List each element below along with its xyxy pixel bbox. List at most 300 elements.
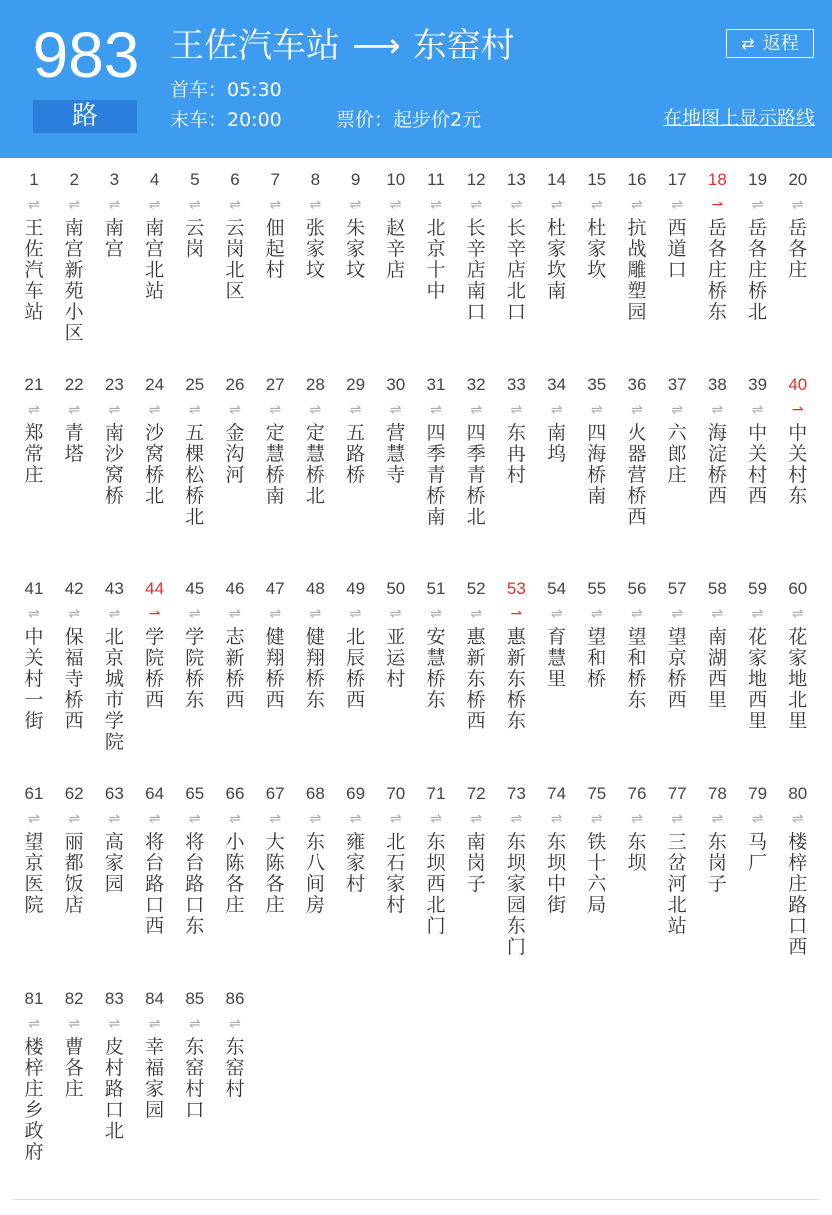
route-unit-label: 路 bbox=[33, 100, 137, 133]
station-item[interactable] bbox=[54, 577, 94, 732]
station-item[interactable] bbox=[14, 782, 54, 916]
bidirectional-arrow-icon: ⇌ bbox=[229, 1015, 241, 1032]
station-number: 24 bbox=[145, 374, 165, 394]
station-name: 长辛店南口 bbox=[466, 217, 486, 323]
station-name: 东坝中街 bbox=[547, 831, 567, 917]
bidirectional-arrow-icon: ⇌ bbox=[389, 401, 402, 418]
station-item[interactable] bbox=[778, 373, 818, 507]
station-number: 22 bbox=[64, 374, 84, 394]
bidirectional-arrow-icon: ⇌ bbox=[550, 811, 563, 828]
origin-station: 王佐汽车站 bbox=[170, 26, 340, 66]
station-number: 28 bbox=[305, 374, 325, 394]
station-number: 70 bbox=[386, 784, 406, 804]
station-name: 惠新东桥东 bbox=[506, 626, 526, 733]
station-item[interactable] bbox=[295, 168, 335, 281]
station-name: 学院桥西 bbox=[145, 626, 165, 712]
station-name: 四海桥南 bbox=[587, 421, 607, 507]
station-number: 12 bbox=[466, 170, 486, 189]
station-number: 36 bbox=[627, 374, 647, 394]
station-item[interactable] bbox=[175, 373, 215, 528]
station-number: 62 bbox=[64, 784, 84, 804]
station-number: 75 bbox=[587, 784, 607, 804]
bidirectional-arrow-icon: ⇌ bbox=[430, 197, 442, 213]
station-item[interactable] bbox=[416, 373, 456, 528]
bidirectional-arrow-icon: ⇌ bbox=[751, 401, 764, 418]
station-number: 23 bbox=[104, 374, 124, 394]
last-bus-time: 末车：20:00 bbox=[170, 109, 282, 131]
station-item[interactable] bbox=[94, 373, 134, 507]
station-number: 63 bbox=[104, 784, 124, 804]
bidirectional-arrow-icon: ⇌ bbox=[108, 1015, 121, 1032]
station-number: 29 bbox=[346, 374, 366, 394]
station-item[interactable] bbox=[537, 373, 577, 465]
bidirectional-arrow-icon: ⇌ bbox=[269, 401, 282, 418]
station-item[interactable] bbox=[456, 168, 496, 323]
station-name: 高家园 bbox=[104, 831, 124, 896]
station-number: 82 bbox=[64, 988, 84, 1008]
station-item[interactable] bbox=[14, 577, 54, 732]
one-way-arrow-icon: ⇀ bbox=[510, 606, 523, 623]
station-number: 16 bbox=[627, 170, 647, 189]
station-number: 64 bbox=[145, 784, 165, 804]
station-name: 南宫北站 bbox=[145, 217, 165, 302]
station-number: 27 bbox=[265, 374, 285, 394]
station-item[interactable] bbox=[14, 373, 54, 486]
bidirectional-arrow-icon: ⇌ bbox=[108, 811, 121, 828]
station-item[interactable] bbox=[617, 782, 657, 874]
station-number: 51 bbox=[426, 579, 446, 599]
bidirectional-arrow-icon: ⇌ bbox=[470, 401, 483, 418]
station-item[interactable] bbox=[135, 168, 175, 302]
bidirectional-arrow-icon: ⇌ bbox=[550, 197, 563, 213]
bidirectional-arrow-icon: ⇌ bbox=[108, 401, 121, 418]
station-item[interactable] bbox=[336, 373, 376, 486]
station-number: 26 bbox=[225, 374, 245, 394]
station-name: 楼梓庄路口西 bbox=[788, 831, 808, 959]
bidirectional-arrow-icon: ⇌ bbox=[671, 811, 684, 828]
one-way-arrow-icon: ⇀ bbox=[148, 606, 161, 623]
bidirectional-arrow-icon: ⇌ bbox=[550, 401, 563, 418]
bidirectional-arrow-icon: ⇌ bbox=[671, 197, 684, 213]
bidirectional-arrow-icon: ⇌ bbox=[550, 606, 563, 623]
station-name: 健翔桥东 bbox=[305, 626, 325, 712]
station-item[interactable] bbox=[94, 168, 134, 260]
station-item[interactable] bbox=[778, 577, 818, 732]
station-item[interactable] bbox=[456, 577, 496, 732]
station-item[interactable] bbox=[94, 577, 134, 753]
station-number: 84 bbox=[145, 988, 165, 1008]
bidirectional-arrow-icon: ⇌ bbox=[349, 606, 362, 623]
bidirectional-arrow-icon: ⇌ bbox=[430, 401, 442, 418]
station-item[interactable] bbox=[537, 782, 577, 916]
station-item[interactable] bbox=[255, 782, 295, 916]
station-number: 15 bbox=[587, 170, 607, 189]
station-name: 中关村东 bbox=[788, 421, 808, 507]
station-item[interactable] bbox=[416, 782, 456, 937]
bidirectional-arrow-icon: ⇌ bbox=[631, 811, 643, 828]
bidirectional-arrow-icon: ⇌ bbox=[309, 197, 322, 213]
station-name: 火器营桥西 bbox=[627, 421, 647, 528]
bidirectional-arrow-icon: ⇌ bbox=[389, 811, 402, 828]
station-name: 丽都饭店 bbox=[64, 831, 84, 917]
station-number: 85 bbox=[185, 988, 205, 1008]
bidirectional-arrow-icon: ⇌ bbox=[791, 811, 804, 828]
bidirectional-arrow-icon: ⇌ bbox=[430, 811, 442, 828]
station-item[interactable] bbox=[135, 987, 175, 1121]
station-name: 岳各庄桥北 bbox=[748, 217, 768, 323]
bidirectional-arrow-icon: ⇌ bbox=[791, 197, 804, 213]
station-name: 花家地北里 bbox=[788, 626, 808, 733]
bidirectional-arrow-icon: ⇌ bbox=[108, 197, 121, 213]
station-number: 46 bbox=[225, 579, 245, 599]
station-item[interactable] bbox=[54, 987, 94, 1100]
station-item[interactable] bbox=[738, 782, 778, 874]
station-item[interactable] bbox=[456, 782, 496, 895]
bidirectional-arrow-icon: ⇌ bbox=[590, 401, 603, 418]
station-item[interactable] bbox=[295, 577, 335, 711]
station-number: 81 bbox=[24, 988, 44, 1008]
station-number: 71 bbox=[426, 784, 446, 804]
station-item[interactable] bbox=[215, 373, 255, 486]
destination-station: 东窑村 bbox=[412, 26, 515, 66]
station-name: 皮村路口北 bbox=[104, 1035, 124, 1142]
station-name: 南宫 bbox=[104, 217, 124, 260]
bidirectional-arrow-icon: ⇌ bbox=[188, 197, 201, 213]
station-item[interactable] bbox=[175, 577, 215, 711]
station-name: 郑常庄 bbox=[24, 421, 44, 486]
bidirectional-arrow-icon: ⇌ bbox=[349, 197, 362, 213]
station-item[interactable] bbox=[54, 168, 94, 344]
station-number: 31 bbox=[426, 374, 446, 394]
station-name: 幸福家园 bbox=[145, 1035, 165, 1121]
station-name: 杜家坎 bbox=[587, 217, 607, 281]
bidirectional-arrow-icon: ⇌ bbox=[309, 811, 322, 828]
station-name: 朱家坟 bbox=[346, 217, 366, 281]
station-name: 青塔 bbox=[64, 421, 84, 465]
station-item[interactable] bbox=[135, 782, 175, 937]
station-name: 佃起村 bbox=[265, 217, 285, 281]
bidirectional-arrow-icon: ⇌ bbox=[28, 1015, 40, 1032]
station-name: 南湖西里 bbox=[707, 626, 727, 712]
station-item[interactable] bbox=[697, 373, 737, 507]
station-name: 铁十六局 bbox=[587, 831, 607, 917]
station-number: 53 bbox=[506, 579, 526, 599]
station-number: 83 bbox=[104, 988, 124, 1008]
station-item[interactable] bbox=[738, 373, 778, 507]
station-number: 2 bbox=[69, 170, 79, 189]
station-name: 学院桥东 bbox=[185, 626, 205, 712]
bidirectional-arrow-icon: ⇌ bbox=[269, 811, 282, 828]
bidirectional-arrow-icon: ⇌ bbox=[510, 401, 523, 418]
station-item[interactable] bbox=[376, 168, 416, 281]
station-item[interactable] bbox=[496, 168, 536, 323]
station-number: 72 bbox=[466, 784, 486, 804]
bidirectional-arrow-icon: ⇌ bbox=[631, 401, 643, 418]
station-number: 57 bbox=[667, 579, 687, 599]
station-item[interactable] bbox=[135, 373, 175, 507]
bidirectional-arrow-icon: ⇌ bbox=[28, 811, 40, 828]
station-name: 东岗子 bbox=[707, 831, 727, 896]
station-item[interactable] bbox=[617, 373, 657, 528]
station-item[interactable] bbox=[778, 782, 818, 958]
station-name: 四季青桥北 bbox=[466, 421, 486, 528]
station-name: 将台路口东 bbox=[185, 831, 205, 938]
station-number: 48 bbox=[305, 579, 325, 599]
station-item[interactable] bbox=[617, 577, 657, 711]
bidirectional-arrow-icon: ⇌ bbox=[28, 197, 40, 213]
station-name: 北石家村 bbox=[386, 831, 406, 917]
station-name: 北京城市学院 bbox=[104, 626, 124, 754]
station-item[interactable] bbox=[255, 168, 295, 281]
direction-arrow-icon: ⟶ bbox=[352, 26, 401, 66]
station-item[interactable] bbox=[175, 782, 215, 937]
station-number: 9 bbox=[350, 170, 361, 189]
station-name: 中关村西 bbox=[748, 421, 768, 507]
station-number: 34 bbox=[547, 374, 567, 394]
station-item[interactable] bbox=[577, 168, 617, 281]
station-item[interactable] bbox=[376, 373, 416, 486]
station-name: 安慧桥东 bbox=[426, 626, 446, 712]
station-name: 曹各庄 bbox=[64, 1035, 84, 1100]
station-name: 望京桥西 bbox=[667, 626, 687, 712]
station-number: 65 bbox=[185, 784, 205, 804]
station-name: 东坝 bbox=[627, 831, 647, 875]
station-name: 楼梓庄乡政府 bbox=[24, 1035, 44, 1163]
station-number: 19 bbox=[748, 170, 768, 189]
bidirectional-arrow-icon: ⇌ bbox=[148, 401, 161, 418]
one-way-arrow-icon: ⇀ bbox=[791, 401, 804, 418]
station-item[interactable] bbox=[657, 782, 697, 937]
return-trip-button[interactable] bbox=[726, 29, 814, 58]
station-number: 49 bbox=[346, 579, 366, 599]
bidirectional-arrow-icon: ⇌ bbox=[68, 197, 81, 213]
station-number: 7 bbox=[270, 170, 280, 189]
bidirectional-arrow-icon: ⇌ bbox=[229, 197, 241, 213]
station-name: 志新桥西 bbox=[225, 626, 245, 712]
bidirectional-arrow-icon: ⇌ bbox=[751, 606, 764, 623]
station-name: 南岗子 bbox=[466, 831, 486, 896]
station-number: 77 bbox=[667, 784, 687, 804]
station-number: 68 bbox=[305, 784, 325, 804]
station-name: 东冉村 bbox=[506, 421, 526, 486]
station-name: 望和桥东 bbox=[627, 626, 647, 712]
station-item[interactable] bbox=[738, 168, 778, 323]
station-name: 健翔桥西 bbox=[265, 626, 285, 712]
bidirectional-arrow-icon: ⇌ bbox=[229, 401, 241, 418]
station-name: 雍家村 bbox=[346, 831, 366, 896]
station-item[interactable] bbox=[255, 577, 295, 711]
bidirectional-arrow-icon: ⇌ bbox=[349, 811, 362, 828]
bidirectional-arrow-icon: ⇌ bbox=[711, 606, 724, 623]
station-number: 5 bbox=[190, 170, 200, 189]
station-item[interactable] bbox=[577, 577, 617, 690]
station-number: 44 bbox=[145, 579, 165, 599]
station-item[interactable] bbox=[54, 782, 94, 916]
station-number: 21 bbox=[24, 374, 44, 394]
station-item[interactable] bbox=[94, 987, 134, 1142]
station-name: 南坞 bbox=[547, 421, 567, 465]
bidirectional-arrow-icon: ⇌ bbox=[671, 401, 684, 418]
station-item[interactable] bbox=[175, 168, 215, 260]
station-number: 20 bbox=[788, 170, 808, 189]
station-item[interactable] bbox=[657, 373, 697, 486]
station-name: 大陈各庄 bbox=[265, 831, 285, 917]
route-title bbox=[170, 24, 515, 68]
station-number: 60 bbox=[788, 579, 808, 599]
bidirectional-arrow-icon: ⇌ bbox=[590, 606, 603, 623]
station-item[interactable] bbox=[255, 373, 295, 507]
station-item[interactable] bbox=[697, 577, 737, 711]
station-item[interactable] bbox=[215, 782, 255, 916]
swap-icon: ⇄ bbox=[741, 34, 755, 53]
station-name: 定慧桥北 bbox=[305, 421, 325, 507]
station-name: 南宫新苑小区 bbox=[64, 217, 84, 344]
station-item[interactable] bbox=[577, 782, 617, 916]
station-item[interactable] bbox=[215, 168, 255, 302]
station-item[interactable] bbox=[537, 577, 577, 690]
station-name: 定慧桥南 bbox=[265, 421, 285, 507]
bidirectional-arrow-icon: ⇌ bbox=[510, 197, 523, 213]
station-name: 抗战雕塑园 bbox=[627, 217, 647, 323]
divider bbox=[14, 1199, 818, 1200]
station-item[interactable] bbox=[54, 373, 94, 465]
bidirectional-arrow-icon: ⇌ bbox=[389, 197, 402, 213]
station-number: 43 bbox=[104, 579, 124, 599]
station-number: 17 bbox=[667, 170, 687, 189]
station-number: 45 bbox=[185, 579, 205, 599]
station-number: 30 bbox=[386, 374, 406, 394]
station-name: 望和桥 bbox=[587, 626, 607, 691]
station-item[interactable] bbox=[135, 577, 175, 711]
bidirectional-arrow-icon: ⇌ bbox=[68, 1015, 81, 1032]
station-item[interactable] bbox=[496, 373, 536, 486]
station-name: 岳各庄桥东 bbox=[707, 217, 727, 323]
station-item[interactable] bbox=[657, 168, 697, 281]
bidirectional-arrow-icon: ⇌ bbox=[671, 606, 684, 623]
station-number: 6 bbox=[230, 170, 240, 189]
station-number: 4 bbox=[149, 170, 160, 189]
station-name: 亚运村 bbox=[386, 626, 406, 691]
station-number: 86 bbox=[225, 988, 245, 1008]
bidirectional-arrow-icon: ⇌ bbox=[68, 401, 81, 418]
station-item[interactable] bbox=[416, 577, 456, 711]
station-item[interactable] bbox=[336, 168, 376, 281]
bidirectional-arrow-icon: ⇌ bbox=[470, 197, 483, 213]
station-name: 北京十中 bbox=[426, 217, 446, 302]
bidirectional-arrow-icon: ⇌ bbox=[148, 811, 161, 828]
station-item[interactable] bbox=[376, 577, 416, 690]
station-name: 东坝西北门 bbox=[426, 831, 446, 938]
station-item[interactable] bbox=[14, 168, 54, 323]
station-name: 将台路口西 bbox=[145, 831, 165, 938]
station-name: 岳各庄 bbox=[788, 217, 808, 281]
bidirectional-arrow-icon: ⇌ bbox=[28, 606, 40, 623]
station-name: 海淀桥西 bbox=[707, 421, 727, 507]
station-number: 59 bbox=[748, 579, 768, 599]
station-name: 南沙窝桥 bbox=[104, 421, 124, 507]
bidirectional-arrow-icon: ⇌ bbox=[188, 1015, 201, 1032]
station-number: 66 bbox=[225, 784, 245, 804]
station-name: 惠新东桥西 bbox=[466, 626, 486, 733]
station-item[interactable] bbox=[496, 577, 536, 732]
station-name: 杜家坎南 bbox=[547, 217, 567, 302]
station-number: 54 bbox=[547, 579, 567, 599]
station-name: 云岗 bbox=[185, 217, 205, 260]
bidirectional-arrow-icon: ⇌ bbox=[229, 811, 241, 828]
station-name: 东窑村口 bbox=[185, 1035, 205, 1121]
station-name: 赵辛店 bbox=[386, 217, 406, 281]
station-number: 78 bbox=[707, 784, 727, 804]
bidirectional-arrow-icon: ⇌ bbox=[229, 606, 241, 623]
station-number: 69 bbox=[346, 784, 366, 804]
station-item[interactable] bbox=[697, 168, 737, 323]
station-number: 50 bbox=[386, 579, 406, 599]
station-item[interactable] bbox=[738, 577, 778, 732]
station-item[interactable] bbox=[215, 987, 255, 1100]
station-number: 14 bbox=[547, 170, 567, 189]
station-item[interactable] bbox=[456, 373, 496, 528]
station-item[interactable] bbox=[336, 577, 376, 711]
station-name: 中关村一街 bbox=[24, 626, 44, 733]
show-on-map-link[interactable]: 在地图上显示路线 bbox=[662, 107, 815, 129]
station-item[interactable] bbox=[376, 782, 416, 916]
bidirectional-arrow-icon: ⇌ bbox=[269, 197, 282, 213]
station-item[interactable] bbox=[697, 782, 737, 895]
station-name: 育慧里 bbox=[547, 626, 567, 691]
station-item[interactable] bbox=[175, 987, 215, 1121]
bidirectional-arrow-icon: ⇌ bbox=[470, 811, 483, 828]
station-item[interactable] bbox=[94, 782, 134, 895]
bidirectional-arrow-icon: ⇌ bbox=[148, 197, 161, 213]
bidirectional-arrow-icon: ⇌ bbox=[751, 197, 764, 213]
station-name: 沙窝桥北 bbox=[145, 421, 165, 507]
bidirectional-arrow-icon: ⇌ bbox=[510, 811, 523, 828]
bidirectional-arrow-icon: ⇌ bbox=[309, 401, 322, 418]
bidirectional-arrow-icon: ⇌ bbox=[430, 606, 442, 623]
station-number: 1 bbox=[29, 170, 39, 189]
station-name: 五棵松桥北 bbox=[185, 421, 205, 528]
station-item[interactable] bbox=[577, 373, 617, 507]
station-number: 52 bbox=[466, 579, 486, 599]
station-item[interactable] bbox=[657, 577, 697, 711]
route-header bbox=[0, 0, 832, 158]
bidirectional-arrow-icon: ⇌ bbox=[631, 606, 643, 623]
station-number: 61 bbox=[24, 784, 44, 804]
bidirectional-arrow-icon: ⇌ bbox=[711, 811, 724, 828]
station-item[interactable] bbox=[215, 577, 255, 711]
station-item[interactable] bbox=[537, 168, 577, 302]
station-item[interactable] bbox=[336, 782, 376, 895]
bidirectional-arrow-icon: ⇌ bbox=[188, 811, 201, 828]
station-item[interactable] bbox=[14, 987, 54, 1163]
station-item[interactable] bbox=[295, 782, 335, 916]
station-item[interactable] bbox=[496, 782, 536, 958]
station-number: 11 bbox=[427, 170, 445, 189]
first-bus-time: 首车：05:30 bbox=[170, 79, 282, 101]
station-number: 55 bbox=[587, 579, 607, 599]
station-item[interactable] bbox=[295, 373, 335, 507]
station-item[interactable] bbox=[617, 168, 657, 323]
bidirectional-arrow-icon: ⇌ bbox=[791, 606, 804, 623]
bidirectional-arrow-icon: ⇌ bbox=[188, 401, 201, 418]
fare-info: 票价：起步价2元 bbox=[336, 109, 482, 131]
bidirectional-arrow-icon: ⇌ bbox=[470, 606, 483, 623]
station-item[interactable] bbox=[416, 168, 456, 302]
station-item[interactable] bbox=[778, 168, 818, 281]
station-number: 37 bbox=[667, 374, 687, 394]
station-name: 三岔河北站 bbox=[667, 831, 687, 938]
station-number: 58 bbox=[707, 579, 727, 599]
